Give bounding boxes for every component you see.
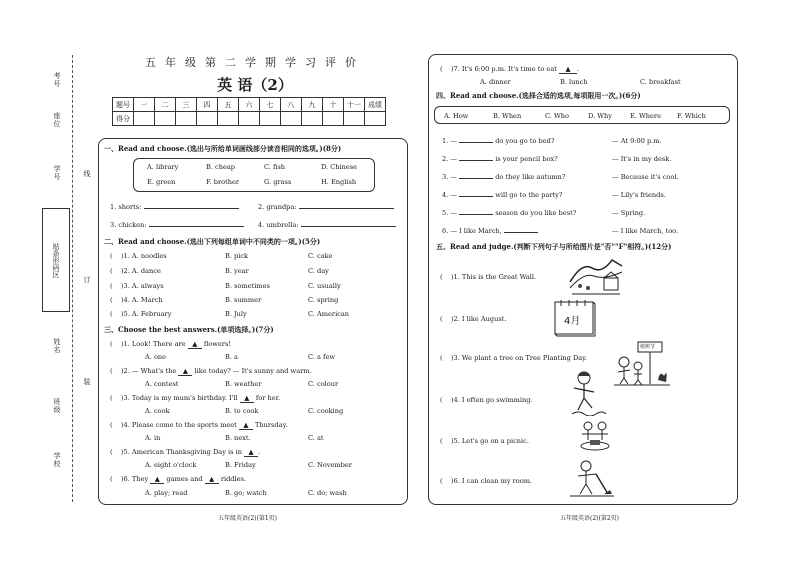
- part5-item: ( )2. I like August.: [440, 315, 507, 323]
- score-input-cell[interactable]: [344, 112, 365, 126]
- part5-item: ( )5. Let's go on a picnic.: [440, 437, 529, 445]
- part2-row: ( )2. A. dance: [110, 267, 161, 275]
- part3-option: A. contest: [145, 380, 179, 388]
- score-input-cell[interactable]: [281, 112, 302, 126]
- part3-option: B. go; watch: [225, 489, 267, 497]
- part3-option: C. at: [308, 434, 324, 442]
- side-school: 学校: [53, 452, 61, 468]
- calendar-month: 4月: [564, 316, 581, 327]
- part4-option: A. How: [444, 112, 469, 120]
- part3-option: C. a few: [308, 353, 336, 361]
- part3-option: C. colour: [308, 380, 339, 388]
- part4-answer: — Because it's cool.: [612, 173, 679, 181]
- part5-heading: 五、Read and judge.(判断下列句子与所给图片是"否""F"相符。)(12分): [436, 242, 672, 251]
- answer-blank[interactable]: [504, 232, 538, 233]
- part4-option: D. Why: [588, 112, 612, 120]
- part5-item: ( )3. We plant a tree on Tree Planting Day.: [440, 354, 588, 362]
- page-footer-left: 五年级英语(2)(第1页): [218, 515, 277, 522]
- score-header-cell: 九: [302, 98, 323, 112]
- part4-option: F. Which: [677, 112, 706, 120]
- part2-heading: 二、Read and choose.(选出下列每组单词中不同类的一项。)(5分): [104, 237, 321, 246]
- picnic-picture: [578, 418, 612, 452]
- swimming-girl-picture: [568, 370, 608, 416]
- part1-option: G. grass: [264, 178, 292, 186]
- part3-option: B. to cook: [225, 407, 259, 415]
- score-table: [112, 97, 386, 126]
- part1-option: B. cheap: [206, 163, 236, 171]
- score-header-cell: 八: [281, 98, 302, 112]
- part3-option: B. weather: [225, 380, 262, 388]
- answer-blank[interactable]: [459, 196, 493, 197]
- side-name: 姓名: [53, 338, 61, 354]
- part3-question: ( )3. Today is my mum's birthday. I'll ▲ for her.: [110, 394, 281, 402]
- part4-heading: 四、Read and choose.(选择合适的选项,每项限用一次。)(6分): [436, 91, 641, 100]
- answer-blank[interactable]: [144, 208, 239, 209]
- part5-item: ( )6. I can clean my room.: [440, 477, 533, 485]
- side-number: 学号: [53, 165, 61, 181]
- score-header-cell: 十: [323, 98, 344, 112]
- score-header-cell: 十一: [344, 98, 365, 112]
- answer-blank[interactable]: [299, 208, 394, 209]
- score-input-cell[interactable]: [260, 112, 281, 126]
- part1-option: F. brother: [206, 178, 240, 186]
- part3-question: ( )6. They ▲ games and ▲ riddles.: [110, 475, 247, 483]
- part3-heading: 三、Choose the best answers.(单项选择。)(7分): [104, 325, 274, 334]
- score-input-cell[interactable]: [365, 112, 386, 126]
- part2-option: B. summer: [225, 296, 262, 304]
- part3-option: A. one: [145, 353, 167, 361]
- answer-blank[interactable]: [459, 214, 493, 215]
- part1-heading: 一、Read and choose.(选出与所给单词画线部分读音相同的选项。)(8分): [104, 144, 342, 153]
- part2-option: B. year: [225, 267, 249, 275]
- part3-option: C. November: [308, 461, 352, 469]
- part5-item: ( )4. I often go swimming.: [440, 396, 533, 404]
- score-header-cell: 三: [176, 98, 197, 112]
- part2-option: B. pick: [225, 252, 249, 260]
- part3-question: ( )2. — What's the ▲ like today? — It's sunny and warm.: [110, 367, 312, 375]
- part3-option: C. breakfast: [640, 78, 681, 86]
- score-header-cell: 六: [239, 98, 260, 112]
- part4-row: 6. — I like March,: [442, 227, 538, 235]
- great-wall-picture: [568, 252, 624, 296]
- part4-row: 3. — do they like autumn?: [442, 173, 566, 181]
- part2-row: ( )1. A. noodles: [110, 252, 167, 260]
- part3-question-7: ( )7. It's 6:00 p.m. It's time to eat ▲ .: [440, 65, 580, 73]
- exam-title: 五年级第二学期学习评价: [145, 56, 365, 69]
- clean-room-picture: [568, 458, 616, 498]
- part4-answer: — Spring.: [612, 209, 646, 217]
- score-header-cell: 一: [134, 98, 155, 112]
- answer-blank[interactable]: [459, 178, 493, 179]
- part3-option: C. do; wash: [308, 489, 347, 497]
- part4-row: 4. — will go to the party?: [442, 191, 563, 199]
- part2-option: B. July: [225, 310, 247, 318]
- part1-option: E. green: [147, 178, 176, 186]
- binding-dashed-line: [72, 55, 73, 502]
- score-input-cell[interactable]: [302, 112, 323, 126]
- score-header-cell: 四: [197, 98, 218, 112]
- part2-option: B. sometimes: [225, 282, 270, 290]
- part3-question: ( )1. Look! There are ▲ flowers!: [110, 340, 231, 348]
- part3-option: B. a: [225, 353, 238, 361]
- score-input-cell[interactable]: [197, 112, 218, 126]
- part2-row: ( )4. A. March: [110, 296, 163, 304]
- exam-subject: 英 语（2）: [217, 76, 293, 94]
- part3-option: B. lunch: [560, 78, 588, 86]
- score-input-cell[interactable]: [218, 112, 239, 126]
- part4-option: E. Where: [630, 112, 661, 120]
- score-header-cell: 七: [260, 98, 281, 112]
- part2-option: C. usually: [308, 282, 341, 290]
- part1-item: 3. chicken:: [110, 221, 244, 229]
- part3-option: A. dinner: [480, 78, 511, 86]
- side-seat: 座位: [53, 112, 61, 128]
- part1-option: H. English: [321, 178, 357, 186]
- part4-option: B. When: [493, 112, 522, 120]
- part3-option: A. play; read: [145, 489, 188, 497]
- tree-day-sign: 植树节: [640, 344, 656, 350]
- part2-row: ( )5. A. February: [110, 310, 172, 318]
- part1-option: D. Chinese: [321, 163, 358, 171]
- part1-item: 2. grandpa:: [258, 203, 394, 211]
- page-footer-right: 五年级英语(2)(第2页): [560, 515, 619, 522]
- part3-option: B. Friday: [225, 461, 256, 469]
- part2-option: C. cake: [308, 252, 333, 260]
- part3-option: C. cooking: [308, 407, 344, 415]
- score-header-cell: 题号: [113, 98, 134, 112]
- part1-item: 4. umbrella:: [258, 221, 396, 229]
- part3-option: A. in: [145, 434, 161, 442]
- answer-blank[interactable]: [459, 142, 493, 143]
- answer-blank[interactable]: [149, 226, 244, 227]
- answer-blank[interactable]: [459, 160, 493, 161]
- side-exam-no: 考号: [53, 72, 61, 88]
- part3-option: A. cook: [145, 407, 170, 415]
- score-input-cell[interactable]: [134, 112, 155, 126]
- part3-question: ( )5. American Thanksgiving Day is in ▲ .: [110, 448, 261, 456]
- part4-row: 5. — season do you like best?: [442, 209, 577, 217]
- score-label-cell: 得分: [113, 112, 134, 126]
- part4-row: 2. — is your pencil box?: [442, 155, 558, 163]
- part4-answer: — It's in my desk.: [612, 155, 672, 163]
- part5-item: ( )1. This is the Great Wall.: [440, 273, 537, 281]
- score-header-cell: 成绩: [365, 98, 386, 112]
- score-input-cell[interactable]: [176, 112, 197, 126]
- score-input-cell[interactable]: [155, 112, 176, 126]
- part3-option: B. next.: [225, 434, 251, 442]
- part4-answer: — At 9:00 p.m.: [612, 137, 662, 145]
- part2-option: C. American: [308, 310, 350, 318]
- part1-item: 1. shorts:: [110, 203, 239, 211]
- barcode-area: 贴条形码区: [42, 208, 70, 312]
- part2-row: ( )3. A. always: [110, 282, 164, 290]
- part4-answer: — I like March, too.: [612, 227, 679, 235]
- part3-question: ( )4. Please come to the sports meet ▲ Thursday.: [110, 421, 288, 429]
- bind-mark-fix: 装: [83, 378, 91, 385]
- bind-mark-order: 订: [83, 276, 91, 283]
- score-input-cell[interactable]: [323, 112, 344, 126]
- part1-option: C. fish: [264, 163, 286, 171]
- part4-option: C. Who: [545, 112, 569, 120]
- part3-option: A. eight o'clock: [145, 461, 197, 469]
- part1-option: A. library: [147, 163, 179, 171]
- part4-row: 1. — do you go to bed?: [442, 137, 555, 145]
- answer-blank[interactable]: [301, 226, 396, 227]
- bind-mark-line: 线: [83, 170, 91, 177]
- side-class: 班级: [53, 398, 61, 414]
- score-input-cell[interactable]: [239, 112, 260, 126]
- score-header-cell: 五: [218, 98, 239, 112]
- part2-option: C. day: [308, 267, 329, 275]
- score-header-cell: 二: [155, 98, 176, 112]
- part2-option: C. spring: [308, 296, 339, 304]
- part4-answer: — Lily's friends.: [612, 191, 666, 199]
